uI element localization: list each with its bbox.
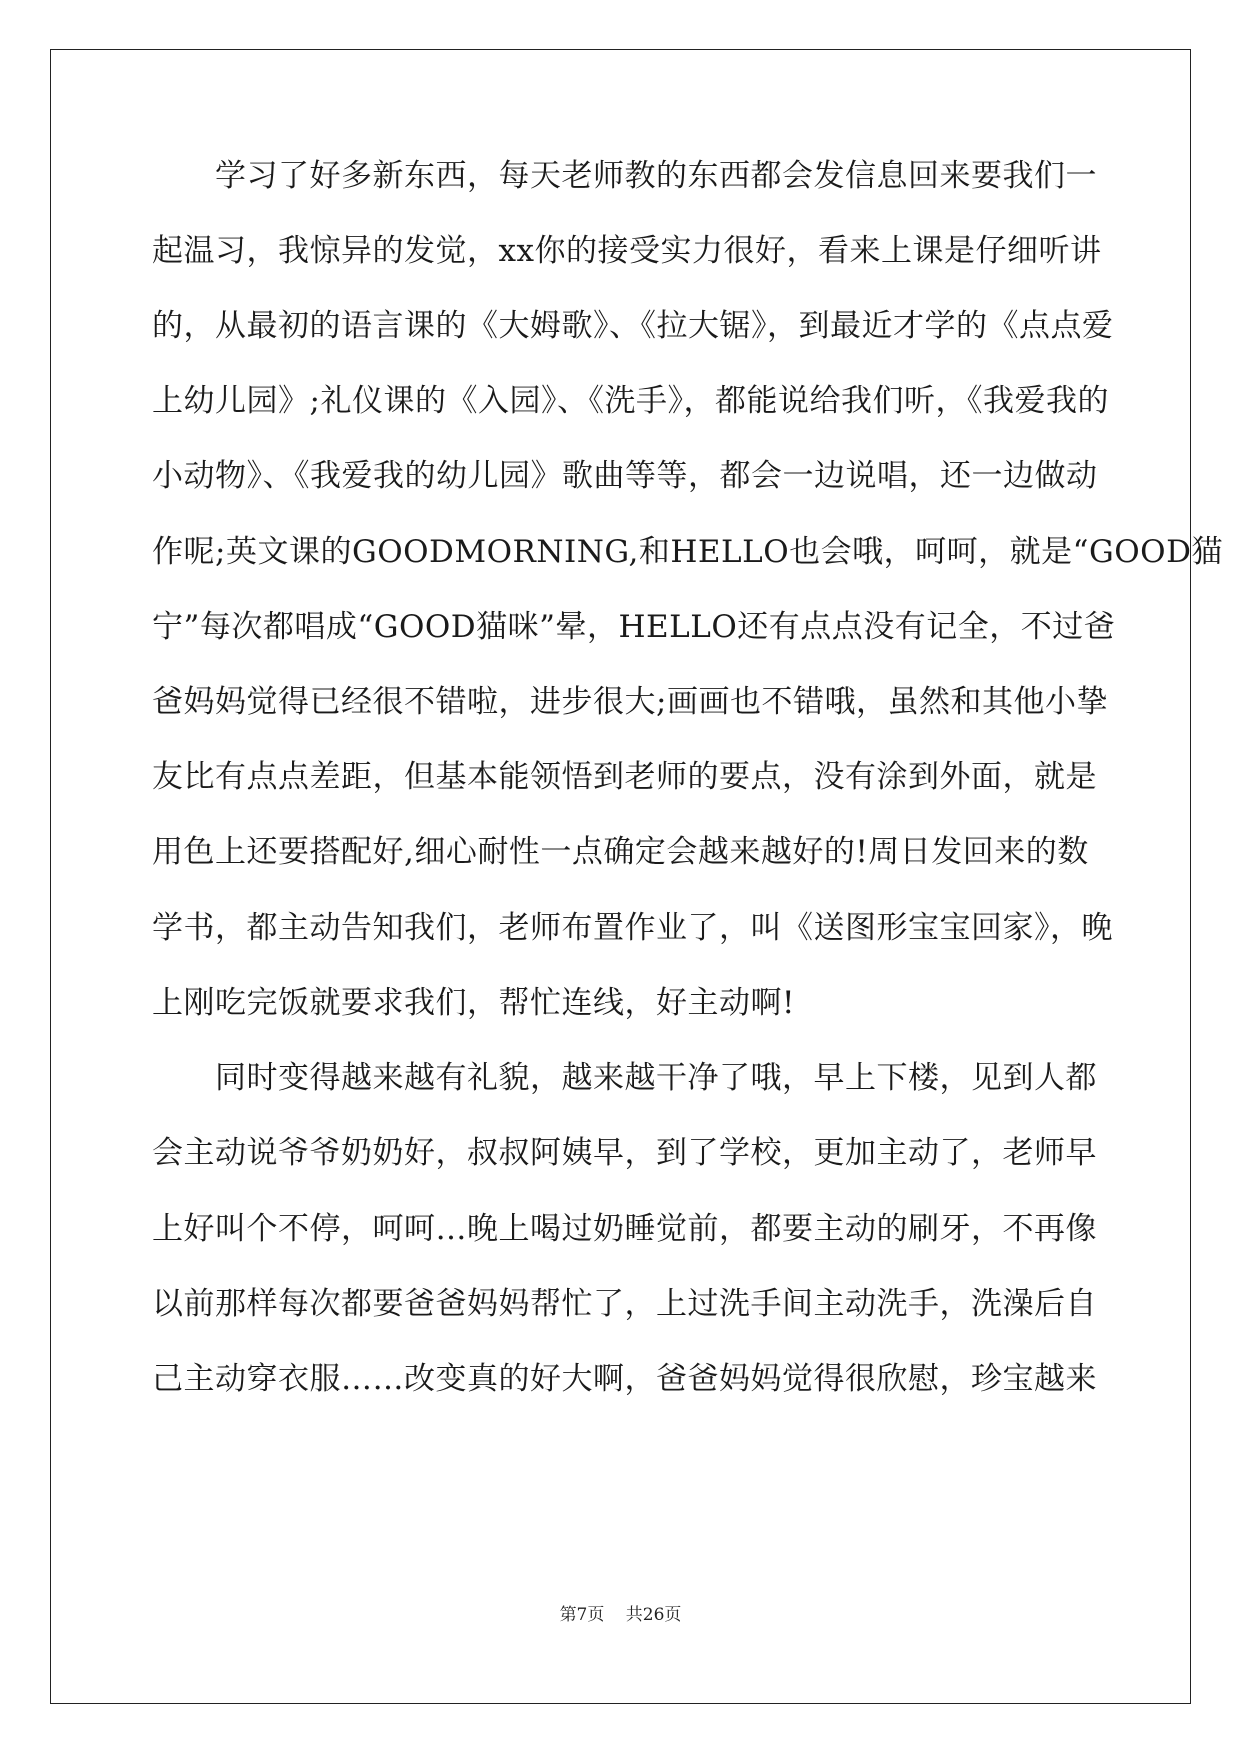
text-line: 宁”每次都唱成“GOOD猫咪”晕，HELLO还有点点没有记全，不过爸 [152,609,1116,645]
page-footer [0,1600,1241,1625]
text-line: 同时变得越来越有礼貌，越来越干净了哦，早上下楼，见到人都 [152,1060,1097,1096]
text-line: 上幼儿园》;礼仪课的《入园》、《洗手》，都能说给我们听，《我爱我的 [152,383,1109,419]
text-line: 会主动说爷爷奶奶好，叔叔阿姨早，到了学校，更加主动了，老师早 [152,1135,1097,1171]
text-line: 上好叫个不停，呵呵…晚上喝过奶睡觉前，都要主动的刷牙，不再像 [152,1211,1097,1247]
text-line: 的，从最初的语言课的《大姆歌》、《拉大锯》，到最近才学的《点点爱 [152,308,1114,344]
text-line: 爸妈妈觉得已经很不错啦，进步很大;画画也不错哦，虽然和其他小挚 [152,684,1108,720]
text-line: 作呢;英文课的GOODMORNING,和HELLO也会哦，呵呵，就是“GOOD猫 [152,534,1223,570]
text-line: 小动物》、《我爱我的幼儿园》歌曲等等，都会一边说唱，还一边做动 [152,458,1098,494]
text-line: 上刚吃完饭就要求我们，帮忙连线，好主动啊! [152,985,795,1021]
page-total: 共26页 [625,1605,682,1625]
text-line: 学书，都主动告知我们，老师布置作业了，叫《送图形宝宝回家》，晚 [152,910,1113,946]
text-line: 友比有点点差距，但基本能领悟到老师的要点，没有涂到外面，就是 [152,759,1097,795]
text-line: 用色上还要搭配好,细心耐性一点确定会越来越好的!周日发回来的数 [152,834,1089,870]
page-number: 第7页 [559,1605,605,1625]
text-line: 以前那样每次都要爸爸妈妈帮忙了，上过洗手间主动洗手，洗澡后自 [152,1286,1097,1322]
page-border [50,49,1223,1704]
text-line: 学习了好多新东西，每天老师教的东西都会发信息回来要我们一 [152,158,1097,194]
text-line: 己主动穿衣服……改变真的好大啊，爸爸妈妈觉得很欣慰，珍宝越来 [152,1361,1097,1397]
text-line: 起温习，我惊异的发觉，xx你的接受实力很好，看来上课是仔细听讲 [152,233,1102,269]
